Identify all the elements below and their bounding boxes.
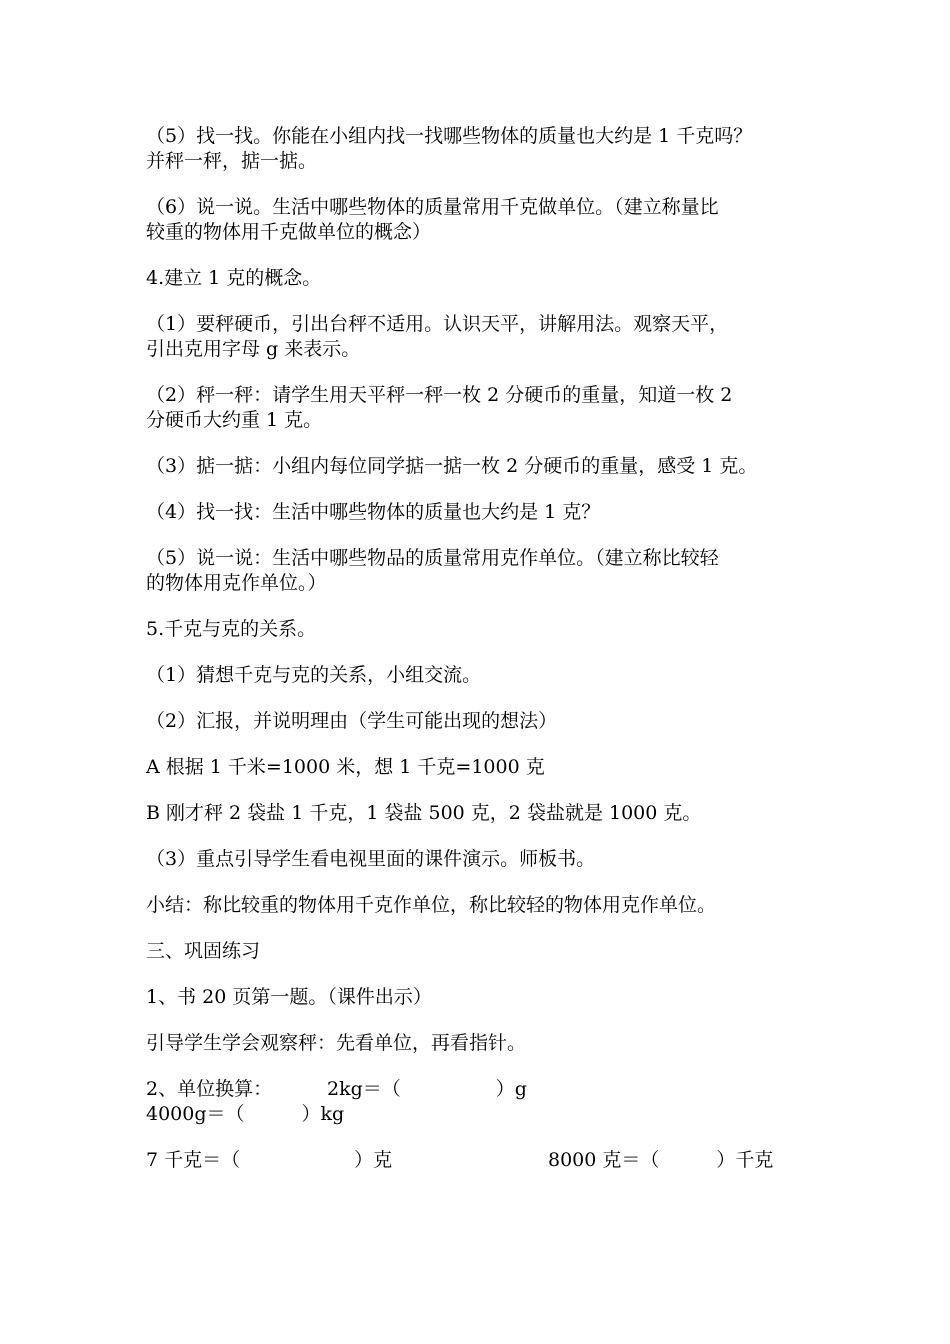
paragraph-line: 5.千克与克的关系。 <box>146 618 317 640</box>
paragraph <box>146 500 826 525</box>
paragraph-line: B 刚才秤 2 袋盐 1 千克，1 袋盐 500 克，2 袋盐就是 1000 克。 <box>146 802 702 824</box>
paragraph-line: 的物体用克作单位。） <box>146 572 327 594</box>
exercise-question-4: 8000 克＝（ ）千克 <box>548 1149 774 1171</box>
paragraph-line: 引导学生学会观察秤：先看单位，再看指针。 <box>146 1032 527 1054</box>
paragraph-line: 引出克用字母 g 来表示。 <box>146 338 361 360</box>
paragraph-line: 4.建立 1 克的概念。 <box>146 267 322 289</box>
exercise-row-1 <box>146 1077 826 1102</box>
paragraph <box>146 893 826 918</box>
paragraph <box>146 266 826 291</box>
paragraph <box>146 847 826 872</box>
paragraph-line: A 根据 1 千米=1000 米，想 1 千克=1000 克 <box>146 756 545 778</box>
paragraph <box>146 454 826 479</box>
paragraph <box>146 312 826 362</box>
paragraph <box>146 939 826 964</box>
paragraph-line: 1、书 20 页第一题。（课件出示） <box>146 986 432 1008</box>
paragraph-line: 小结：称比较重的物体用千克作单位，称比较轻的物体用克作单位。 <box>146 894 717 916</box>
exercise-question-1: 2kg＝（ ）g <box>327 1078 527 1100</box>
document-page <box>146 124 826 1173</box>
paragraph <box>146 617 826 642</box>
paragraph <box>146 546 826 596</box>
lesson-paragraphs <box>146 124 826 1056</box>
paragraph <box>146 985 826 1010</box>
exercise-question-3: 7 千克＝（ ）克 <box>146 1149 393 1171</box>
paragraph <box>146 1031 826 1056</box>
paragraph-line: 三、巩固练习 <box>146 940 261 962</box>
paragraph <box>146 124 826 174</box>
exercise-question-2: 4000g＝（ ）kg <box>146 1103 345 1125</box>
paragraph-line: （1）要秤硬币，引出台秤不适用。认识天平，讲解用法。观察天平， <box>146 313 729 335</box>
paragraph <box>146 801 826 826</box>
paragraph-line: （2）秤一秤：请学生用天平秤一秤一枚 2 分硬币的重量，知道一枚 2 <box>146 384 733 406</box>
paragraph-line: 较重的物体用千克做单位的概念） <box>146 221 432 243</box>
exercise-row-2 <box>146 1102 826 1127</box>
paragraph <box>146 709 826 734</box>
paragraph-line: （3）掂一掂：小组内每位同学掂一掂一枚 2 分硬币的重量，感受 1 克。 <box>146 455 758 477</box>
paragraph-line: （4）找一找：生活中哪些物体的质量也大约是 1 克？ <box>146 501 601 523</box>
paragraph-line: 分硬币大约重 1 克。 <box>146 409 323 431</box>
paragraph-line: （5）找一找。你能在小组内找一找哪些物体的质量也大约是 1 千克吗？ <box>146 125 753 147</box>
paragraph-line: （5）说一说：生活中哪些物品的质量常用克作单位。（建立称比较轻 <box>146 547 719 569</box>
paragraph-line: （1）猜想千克与克的关系，小组交流。 <box>146 664 482 686</box>
exercise-row-3 <box>146 1148 826 1173</box>
paragraph-line: （3）重点引导学生看电视里面的课件演示。师板书。 <box>146 848 596 870</box>
exercise-label: 2、单位换算： <box>146 1078 273 1100</box>
paragraph-line: （6）说一说。生活中哪些物体的质量常用千克做单位。（建立称量比 <box>146 196 719 218</box>
paragraph <box>146 663 826 688</box>
unit-conversion-exercise <box>146 1077 826 1173</box>
paragraph <box>146 755 826 780</box>
paragraph <box>146 383 826 433</box>
paragraph <box>146 195 826 245</box>
paragraph-line: 并秤一秤，掂一掂。 <box>146 150 318 172</box>
paragraph-line: （2）汇报，并说明理由（学生可能出现的想法） <box>146 710 558 732</box>
